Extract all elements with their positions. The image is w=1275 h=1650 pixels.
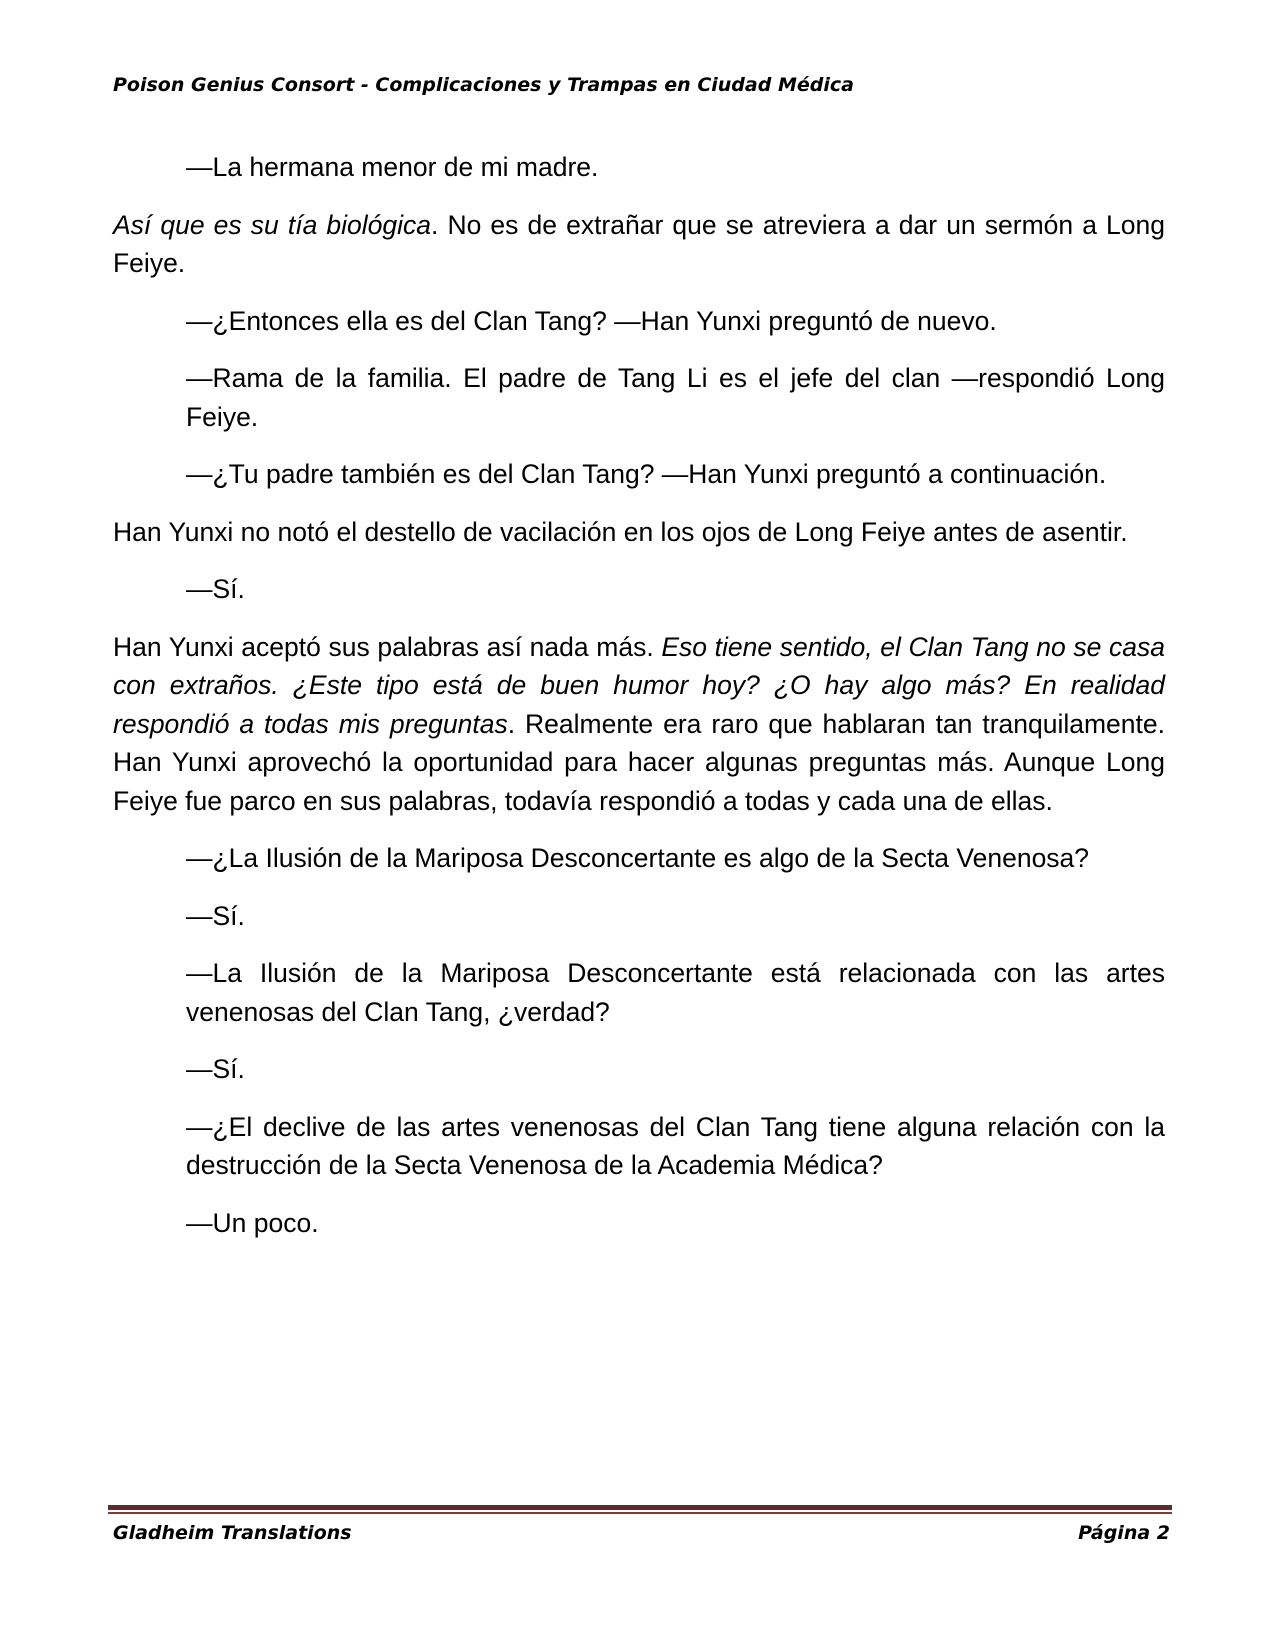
dialog-paragraph [186, 954, 1165, 1031]
text-segment: —Sí. [186, 900, 245, 931]
text-segment: —Sí. [186, 1054, 245, 1084]
page-header-title: Poison Genius Consort - Complicaciones y Trampas en Ciudad Médica [113, 74, 854, 96]
text-segment: —La hermana menor de mi madre. [186, 152, 599, 182]
text-segment: —¿Entonces ella es del Clan Tang? —Han Yunxi preguntó de nuevo. [186, 305, 997, 336]
text-segment: —¿El declive de las artes venenosas del Clan Tang tiene alguna relación con la destrucción de la Secta Venenosa de la Academia Médica? [186, 1111, 1165, 1180]
dialog-paragraph [186, 302, 1165, 341]
dialog-paragraph [186, 1108, 1165, 1185]
dialog-paragraph [186, 1050, 1165, 1089]
text-segment: —La Ilusión de la Mariposa Desconcertante está relacionada con las artes venenosas del Clan Tang, ¿verdad? [186, 958, 1165, 1027]
text-segment: . Realmente era raro que hablaran tan tranquilamente. Han Yunxi aprovechó la oportunidad para hacer algunas preguntas más. Aunque Long Feiye fue parco en sus palabras, todavía respondió a todas y cada una de ellas. [113, 708, 1166, 816]
text-segment: Han Yunxi aceptó sus palabras así nada más. [113, 631, 662, 662]
text-segment: —¿Tu padre también es del Clan Tang? —Han Yunxi preguntó a continuación. [186, 459, 1107, 489]
text-segment: —¿La Ilusión de la Mariposa Desconcertante es algo de la Secta Venenosa? [186, 843, 1090, 873]
dialog-paragraph [186, 570, 1165, 609]
dialog-paragraph [186, 148, 1165, 187]
footer-divider-thin [108, 1512, 1172, 1514]
dialog-paragraph [186, 359, 1165, 436]
footer-divider [108, 1505, 1172, 1510]
narration-paragraph [113, 206, 1165, 283]
text-segment: —Sí. [186, 574, 245, 604]
footer-publisher: Gladheim Translations [113, 1522, 352, 1544]
dialog-paragraph [186, 897, 1165, 936]
footer-page-number: Página 2 [1078, 1522, 1170, 1544]
dialog-paragraph [186, 1204, 1165, 1243]
text-segment: —Un poco. [186, 1207, 319, 1238]
italic-text-segment: Así que es su tía biológica [113, 209, 432, 240]
italic-text-segment: Eso tiene sentido, el Clan Tang no se casa con extraños. ¿Este tipo está de buen humor hoy? ¿O hay algo más? En realidad respondió a todas mis preguntas [113, 631, 1165, 739]
dialog-paragraph [186, 839, 1165, 878]
text-segment: Han Yunxi no notó el destello de vacilación en los ojos de Long Feiye antes de asentir. [113, 516, 1128, 547]
narration-paragraph [113, 513, 1165, 552]
dialog-paragraph [186, 455, 1165, 494]
document-body [113, 148, 1165, 1261]
text-segment: . No es de extrañar que se atreviera a dar un sermón a Long Feiye. [113, 209, 1165, 278]
narration-paragraph [113, 628, 1165, 821]
text-segment: —Rama de la familia. El padre de Tang Li es el jefe del clan —respondió Long Feiye. [186, 363, 1165, 432]
